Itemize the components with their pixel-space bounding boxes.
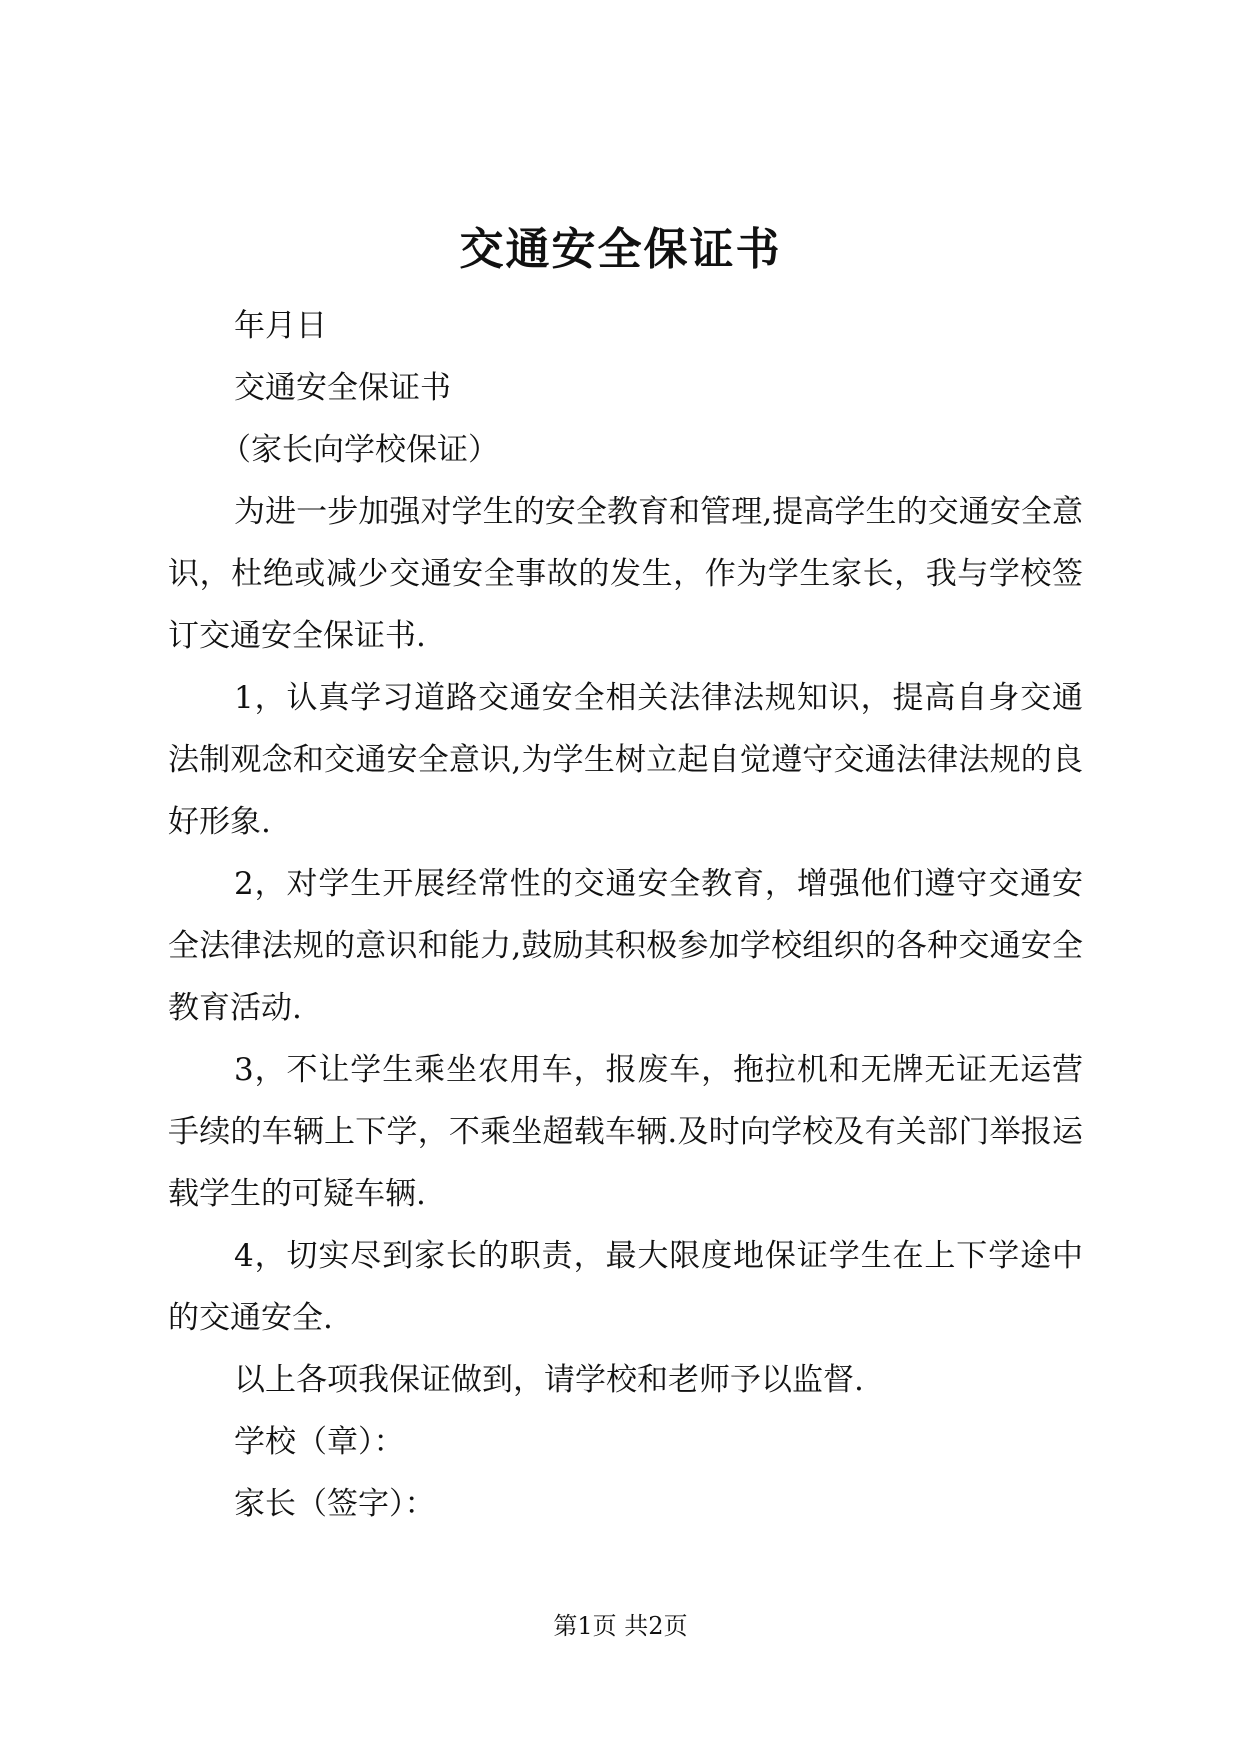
page-footer: 第1页 共2页 bbox=[553, 1612, 688, 1640]
paragraph-item-4: 4，切实尽到家长的职责，最大限度地保证学生在上下学途中的交通安全. bbox=[168, 1238, 1083, 1336]
closing-statement: 以上各项我保证做到，请学校和老师予以监督. bbox=[234, 1362, 864, 1398]
document-title: 交通安全保证书 bbox=[459, 224, 782, 275]
paragraph-item-3: 3，不让学生乘坐农用车，报废车，拖拉机和无牌无证无运营手续的车辆上下学，不乘坐超载车辆.及时向学校及有关部门举报运载学生的可疑车辆. bbox=[168, 1052, 1083, 1212]
paragraph-item-2: 2，对学生开展经常性的交通安全教育，增强他们遵守交通安全法律法规的意识和能力,鼓励其积极参加学校组织的各种交通安全教育活动. bbox=[168, 866, 1083, 1026]
document-note: （家长向学校保证） bbox=[220, 432, 499, 468]
date-line: 年月日 bbox=[234, 308, 327, 344]
school-seal-line: 学校（章）： bbox=[234, 1424, 405, 1460]
document-subtitle: 交通安全保证书 bbox=[234, 370, 451, 406]
paragraph-intro: 为进一步加强对学生的安全教育和管理,提高学生的交通安全意识，杜绝或减少交通安全事故的发生，作为学生家长，我与学校签订交通安全保证书. bbox=[168, 494, 1083, 654]
document-body bbox=[168, 295, 1083, 1535]
paragraph-item-1: 1，认真学习道路交通安全相关法律法规知识，提高自身交通法制观念和交通安全意识,为学生树立起自觉遵守交通法律法规的良好形象. bbox=[168, 680, 1083, 840]
parent-signature-line: 家长（签字）： bbox=[234, 1486, 436, 1522]
